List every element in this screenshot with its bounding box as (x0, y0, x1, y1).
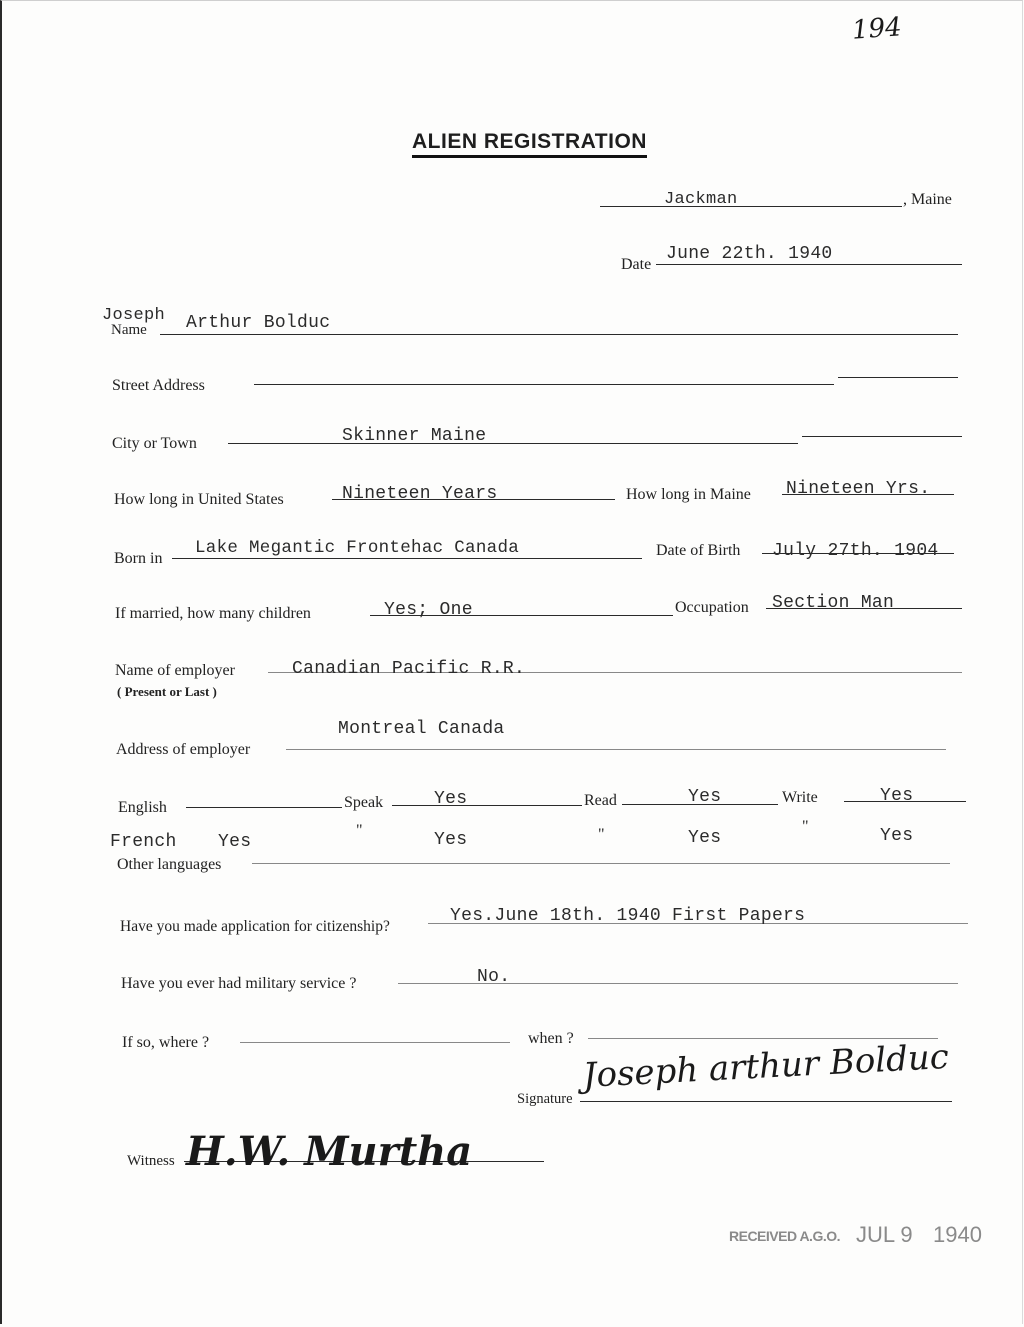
french-read-value: Yes (688, 828, 722, 848)
when-line (588, 1038, 938, 1039)
city-line-2 (802, 436, 962, 437)
born-line (172, 558, 642, 559)
name-label: Name (111, 322, 147, 338)
place-value: Jackman (664, 190, 738, 209)
born-value: Lake Megantic Frontehac Canada (195, 538, 520, 558)
english-write-value: Yes (880, 786, 914, 806)
other-languages-line (252, 863, 950, 864)
street-line (254, 384, 834, 385)
employer-address-line (286, 749, 946, 750)
citizenship-label: Have you made application for citizenship? (120, 918, 390, 935)
maine-duration-label: How long in Maine (626, 486, 751, 503)
employer-label: Name of employer (115, 662, 235, 679)
city-value: Skinner Maine (342, 426, 487, 446)
employer-address-label: Address of employer (116, 741, 251, 758)
witness-label: Witness (127, 1153, 175, 1169)
place-line (600, 206, 902, 207)
french-label: French (110, 832, 177, 852)
french-speak-value: Yes (434, 830, 468, 850)
where-label: If so, where ? (122, 1034, 210, 1051)
english-read-value: Yes (688, 787, 722, 807)
ditto-speak: " (356, 822, 363, 839)
military-label: Have you ever had military service ? (121, 975, 357, 992)
witness-signature: H.W. Murtha (186, 1128, 473, 1175)
date-label: Date (621, 256, 652, 273)
name-line (160, 334, 958, 335)
date-line (656, 264, 962, 265)
speak-label: Speak (344, 794, 384, 811)
us-duration-value: Nineteen Years (342, 484, 498, 504)
dob-value: July 27th. 1904 (772, 541, 939, 561)
street-line-2 (838, 377, 958, 378)
received-stamp-text: RECEIVED A.G.O. (729, 1228, 841, 1244)
state-label: , Maine (903, 191, 952, 208)
name-value: Arthur Bolduc (186, 313, 331, 333)
where-line (240, 1042, 510, 1043)
signature-label: Signature (517, 1091, 573, 1107)
employer-value: Canadian Pacific R.R. (292, 659, 526, 679)
name-first: Joseph (102, 306, 166, 325)
employer-sublabel: ( Present or Last ) (117, 684, 217, 699)
dob-label: Date of Birth (656, 542, 741, 559)
citizenship-value: Yes.June 18th. 1940 First Papers (450, 906, 806, 926)
page-number: 194 (851, 12, 903, 46)
received-stamp-year: 1940 (933, 1222, 982, 1247)
street-label: Street Address (112, 377, 205, 394)
write-label: Write (782, 789, 818, 806)
occupation-value: Section Man (772, 593, 895, 613)
born-label: Born in (114, 550, 163, 567)
date-value: June 22th. 1940 (666, 244, 833, 264)
us-duration-label: How long in United States (114, 491, 284, 508)
city-line (228, 443, 798, 444)
ditto-read: " (598, 826, 605, 843)
french-write-value: Yes (880, 826, 914, 846)
children-label: If married, how many children (115, 605, 311, 622)
employer-address-value: Montreal Canada (338, 719, 505, 739)
applicant-signature: Joseph arthur Bolduc (581, 1036, 950, 1096)
occupation-label: Occupation (675, 599, 749, 616)
received-stamp-date: JUL 9 (856, 1222, 913, 1247)
english-speak-value: Yes (434, 789, 468, 809)
ditto-write: " (802, 818, 809, 835)
when-label: when ? (528, 1030, 574, 1047)
maine-duration-value: Nineteen Yrs. (786, 479, 931, 499)
children-value: Yes; One (384, 600, 473, 620)
read-label: Read (584, 792, 617, 809)
signature-line (580, 1101, 952, 1102)
military-value: No. (477, 967, 511, 987)
english-line (186, 807, 342, 808)
english-label: English (118, 799, 167, 816)
french-value: Yes (218, 832, 252, 852)
form-title: ALIEN REGISTRATION (412, 130, 647, 158)
city-label: City or Town (112, 435, 197, 452)
other-languages-label: Other languages (117, 856, 222, 873)
speak-line (392, 805, 582, 806)
